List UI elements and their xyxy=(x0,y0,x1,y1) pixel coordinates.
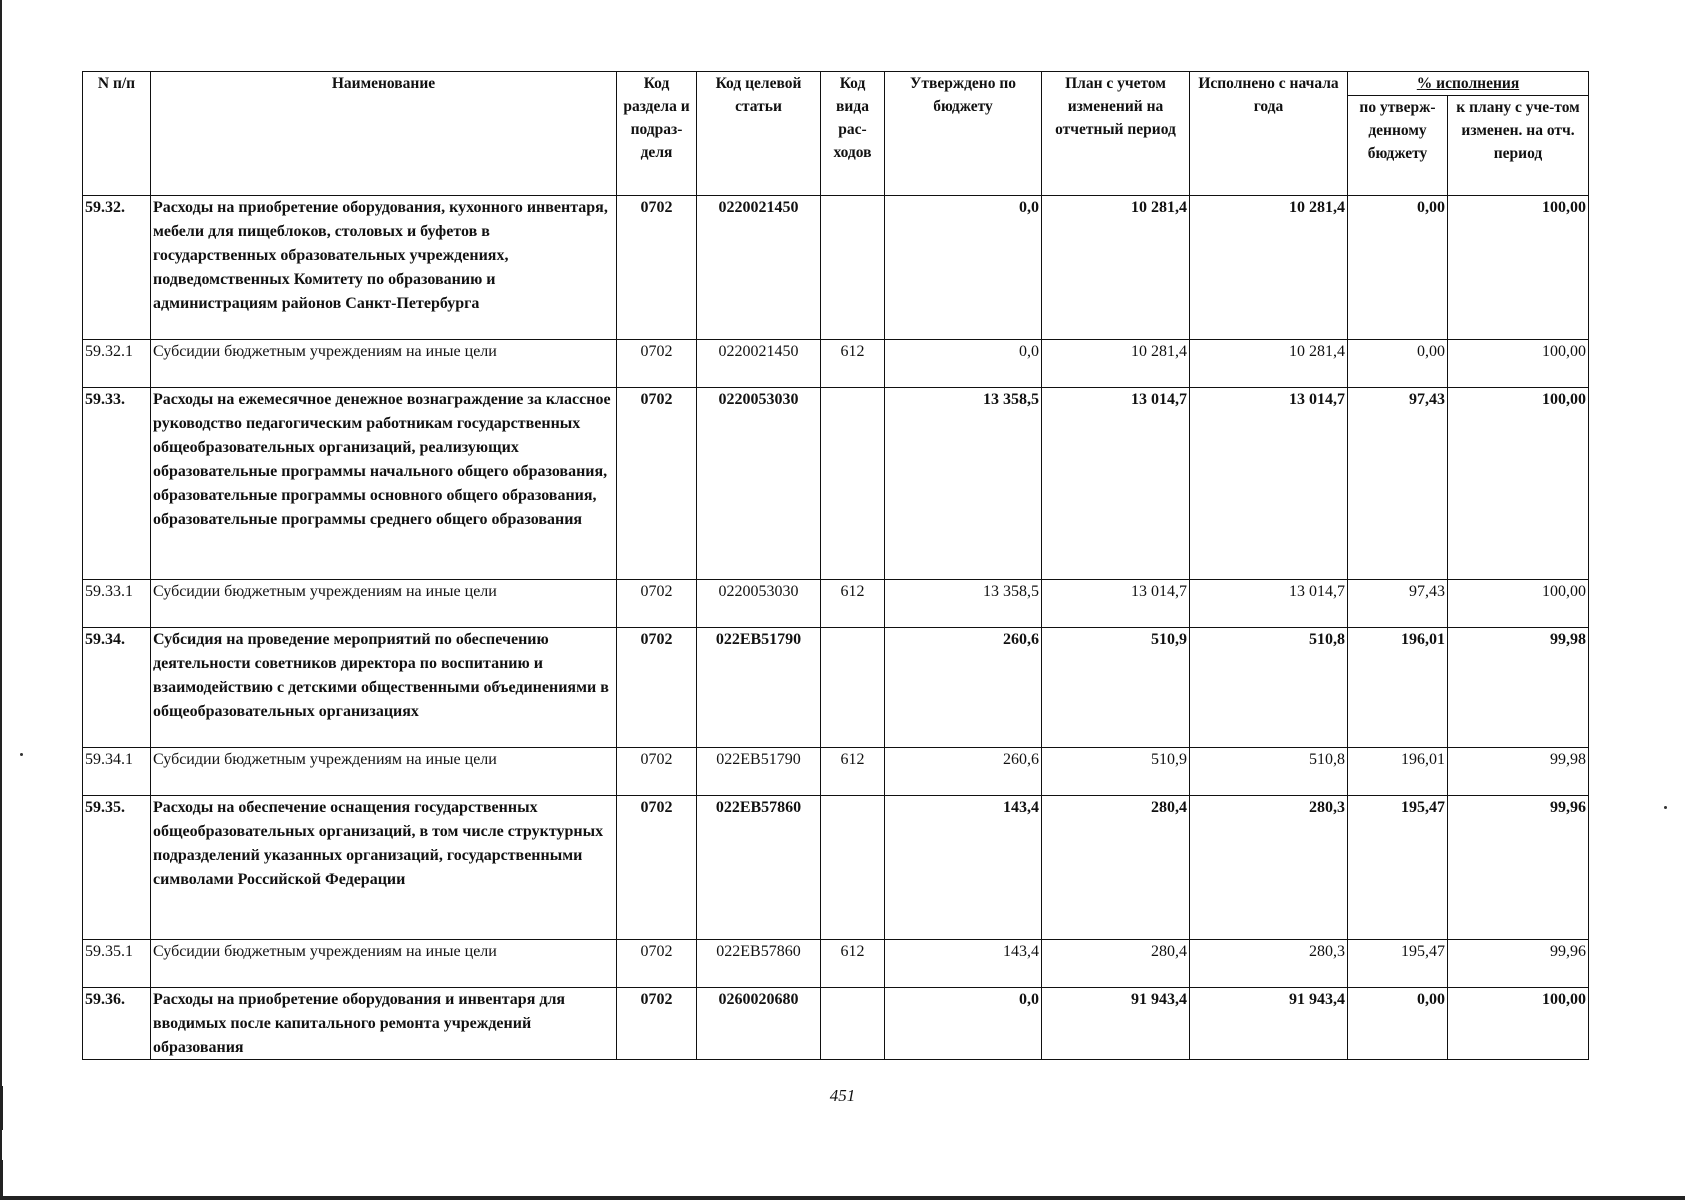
row-index: 59.32. xyxy=(83,196,151,340)
table-row xyxy=(83,580,1589,628)
header-plan: План с учетом изменений на отчетный период xyxy=(1042,72,1190,196)
header-section-code: Код раздела и подраз-деля xyxy=(617,72,697,196)
budget-execution-table xyxy=(82,71,1589,1060)
row-approved: 0,0 xyxy=(885,340,1042,388)
row-pct-plan: 99,96 xyxy=(1448,796,1589,940)
table-row xyxy=(83,988,1589,1060)
row-pct-budget: 195,47 xyxy=(1348,940,1448,988)
row-approved: 13 358,5 xyxy=(885,580,1042,628)
row-name: Субсидии бюджетным учреждениям на иные цели xyxy=(151,340,617,388)
row-approved: 260,6 xyxy=(885,748,1042,796)
row-name: Субсидии бюджетным учреждениям на иные цели xyxy=(151,940,617,988)
row-pct-budget: 0,00 xyxy=(1348,340,1448,388)
row-executed: 10 281,4 xyxy=(1190,340,1348,388)
row-index: 59.35.1 xyxy=(83,940,151,988)
row-plan: 280,4 xyxy=(1042,940,1190,988)
row-executed: 510,8 xyxy=(1190,628,1348,748)
scan-left-edge xyxy=(0,0,2,1200)
row-name: Субсидии бюджетным учреждениям на иные цели xyxy=(151,748,617,796)
table-row xyxy=(83,196,1589,340)
row-executed: 91 943,4 xyxy=(1190,988,1348,1060)
row-pct-plan: 100,00 xyxy=(1448,988,1589,1060)
table-row xyxy=(83,796,1589,940)
row-plan: 510,9 xyxy=(1042,748,1190,796)
row-expense-code xyxy=(821,196,885,340)
row-index: 59.36. xyxy=(83,988,151,1060)
table-row xyxy=(83,628,1589,748)
row-approved: 13 358,5 xyxy=(885,388,1042,580)
row-approved: 143,4 xyxy=(885,796,1042,940)
row-section-code: 0702 xyxy=(617,196,697,340)
row-section-code: 0702 xyxy=(617,796,697,940)
scan-speck xyxy=(20,753,23,756)
row-target-code: 0220021450 xyxy=(697,340,821,388)
row-plan: 91 943,4 xyxy=(1042,988,1190,1060)
row-expense-code: 612 xyxy=(821,940,885,988)
row-pct-budget: 97,43 xyxy=(1348,580,1448,628)
row-expense-code xyxy=(821,796,885,940)
table-row xyxy=(83,340,1589,388)
row-executed: 13 014,7 xyxy=(1190,580,1348,628)
row-executed: 280,3 xyxy=(1190,940,1348,988)
row-plan: 510,9 xyxy=(1042,628,1190,748)
header-pct-budget: по утверж-денному бюджету xyxy=(1348,96,1448,196)
row-section-code: 0702 xyxy=(617,940,697,988)
row-pct-plan: 100,00 xyxy=(1448,340,1589,388)
row-target-code: 0220053030 xyxy=(697,388,821,580)
row-executed: 13 014,7 xyxy=(1190,388,1348,580)
row-expense-code: 612 xyxy=(821,340,885,388)
row-section-code: 0702 xyxy=(617,628,697,748)
header-pct-plan: к плану с уче-том изменен. на отч. период xyxy=(1448,96,1589,196)
row-executed: 10 281,4 xyxy=(1190,196,1348,340)
row-pct-budget: 97,43 xyxy=(1348,388,1448,580)
row-pct-plan: 99,98 xyxy=(1448,748,1589,796)
scan-left-mark xyxy=(0,1160,3,1200)
row-pct-budget: 196,01 xyxy=(1348,628,1448,748)
row-executed: 510,8 xyxy=(1190,748,1348,796)
table-row xyxy=(83,940,1589,988)
row-plan: 10 281,4 xyxy=(1042,340,1190,388)
row-pct-plan: 100,00 xyxy=(1448,580,1589,628)
row-index: 59.35. xyxy=(83,796,151,940)
row-approved: 260,6 xyxy=(885,628,1042,748)
scan-speck xyxy=(1664,806,1667,809)
row-approved: 0,0 xyxy=(885,196,1042,340)
row-target-code: 022EB51790 xyxy=(697,748,821,796)
row-pct-plan: 100,00 xyxy=(1448,388,1589,580)
header-approved: Утверждено по бюджету xyxy=(885,72,1042,196)
row-section-code: 0702 xyxy=(617,988,697,1060)
row-pct-plan: 99,96 xyxy=(1448,940,1589,988)
row-pct-budget: 196,01 xyxy=(1348,748,1448,796)
row-index: 59.32.1 xyxy=(83,340,151,388)
row-index: 59.33. xyxy=(83,388,151,580)
row-plan: 13 014,7 xyxy=(1042,388,1190,580)
scan-bottom-edge xyxy=(0,1196,1685,1200)
row-target-code: 0260020680 xyxy=(697,988,821,1060)
row-index: 59.33.1 xyxy=(83,580,151,628)
row-expense-code xyxy=(821,628,885,748)
row-target-code: 0220053030 xyxy=(697,580,821,628)
row-target-code: 022EB51790 xyxy=(697,628,821,748)
row-name: Расходы на приобретение оборудования, кухонного инвентаря, мебели для пищеблоков, столовых и буфетов в государственных образовательных учреждениях, подведомственных Комитету по образованию и администрациям районов Санкт-Петербурга xyxy=(151,196,617,340)
row-pct-budget: 0,00 xyxy=(1348,988,1448,1060)
row-section-code: 0702 xyxy=(617,748,697,796)
row-plan: 10 281,4 xyxy=(1042,196,1190,340)
row-name: Субсидия на проведение мероприятий по обеспечению деятельности советников директора по воспитанию и взаимодействию с детскими общественными объединениями в общеобразовательных организациях xyxy=(151,628,617,748)
header-index: N п/п xyxy=(83,72,151,196)
row-approved: 0,0 xyxy=(885,988,1042,1060)
row-name: Расходы на обеспечение оснащения государственных общеобразовательных организаций, в том числе структурных подразделений указанных организаций, государственными символами Российской Федерации xyxy=(151,796,617,940)
header-executed: Исполнено с начала года xyxy=(1190,72,1348,196)
row-pct-budget: 0,00 xyxy=(1348,196,1448,340)
row-section-code: 0702 xyxy=(617,340,697,388)
row-target-code: 022EB57860 xyxy=(697,796,821,940)
row-target-code: 022EB57860 xyxy=(697,940,821,988)
row-index: 59.34. xyxy=(83,628,151,748)
row-section-code: 0702 xyxy=(617,580,697,628)
row-expense-code: 612 xyxy=(821,748,885,796)
row-pct-budget: 195,47 xyxy=(1348,796,1448,940)
table-row xyxy=(83,388,1589,580)
row-plan: 280,4 xyxy=(1042,796,1190,940)
header-target-code: Код целевой статьи xyxy=(697,72,821,196)
row-index: 59.34.1 xyxy=(83,748,151,796)
row-pct-plan: 99,98 xyxy=(1448,628,1589,748)
row-approved: 143,4 xyxy=(885,940,1042,988)
row-expense-code xyxy=(821,388,885,580)
header-percent: % исполнения xyxy=(1348,72,1589,96)
row-expense-code: 612 xyxy=(821,580,885,628)
row-name: Расходы на ежемесячное денежное вознаграждение за классное руководство педагогическим работникам государственных общеобразовательных организаций, реализующих образовательные программы начального общего образования, образовательные программы основного общего образования, образовательные программы среднего общего образования xyxy=(151,388,617,580)
table-row xyxy=(83,748,1589,796)
page-number: 451 xyxy=(829,1086,856,1105)
header-expense-code: Код вида рас-ходов xyxy=(821,72,885,196)
row-expense-code xyxy=(821,988,885,1060)
row-plan: 13 014,7 xyxy=(1042,580,1190,628)
row-target-code: 0220021450 xyxy=(697,196,821,340)
header-name: Наименование xyxy=(151,72,617,196)
row-name: Субсидии бюджетным учреждениям на иные цели xyxy=(151,580,617,628)
row-section-code: 0702 xyxy=(617,388,697,580)
row-pct-plan: 100,00 xyxy=(1448,196,1589,340)
row-executed: 280,3 xyxy=(1190,796,1348,940)
row-name: Расходы на приобретение оборудования и инвентаря для вводимых после капитального ремонта учреждений образования xyxy=(151,988,617,1060)
